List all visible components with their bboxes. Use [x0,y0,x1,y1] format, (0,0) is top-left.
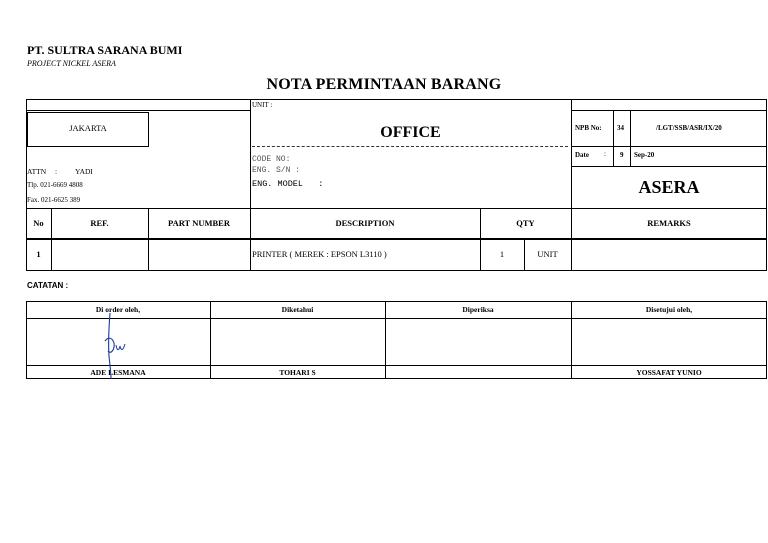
date-separator: : [604,150,606,158]
engine-sn-label: ENG. S/N : [252,166,301,175]
col-header-description: DESCRIPTION [335,218,395,228]
sig-name-ordered-by: ADE LESMANA [90,368,146,377]
sig-header-acknowledged: Diketahui [281,305,314,314]
unit-label: UNIT : [252,101,273,109]
col-header-no: No [33,218,44,228]
location-label: JAKARTA [69,123,107,133]
sig-header-approved-by: Disetujui oleh, [645,305,693,314]
row-no: 1 [36,249,41,259]
col-header-part-number: PART NUMBER [168,218,230,228]
row-qty: 1 [499,249,505,259]
col-header-ref: REF. [90,218,109,228]
npb-label: NPB No: [575,124,602,132]
handwritten-signature [100,311,140,381]
attn-value: YADI [75,167,93,176]
notes-label: CATATAN : [27,281,69,290]
row-description: PRINTER ( MEREK : EPSON L3110 ) [252,249,387,259]
document-title: NOTA PERMINTAAN BARANG [266,76,502,93]
date-day: 9 [620,151,624,159]
col-header-qty: QTY [516,218,535,228]
sig-header-ordered-by: Di order oleh, [95,305,141,314]
sig-name-acknowledged: TOHARI S [279,368,316,377]
fax-number: Fax. 021-6625 389 [27,196,81,204]
project-name: PROJECT NICKEL ASERA [27,59,116,68]
npb-suffix: /LGT/SSB/ASR/IX/20 [656,124,722,132]
sig-name-approved-by: YOSSAFAT YUNIO [636,368,702,377]
npb-number: 34 [617,124,624,132]
date-month: Sep-20 [634,151,655,159]
attn-label: ATTN [27,167,47,176]
unit-value: OFFICE [380,124,441,141]
sig-header-checked: Diperiksa [462,305,494,314]
code-no-label: CODE NO: [252,155,291,164]
attn-separator: : [55,167,58,176]
site-name: ASERA [638,177,700,197]
row-unit: UNIT [537,249,558,259]
phone-number: Tlp. 021-6669 4808 [27,181,83,189]
engine-model-label: ENG. MODEL : [252,179,324,189]
date-label: Date [575,151,589,159]
company-name: PT. SULTRA SARANA BUMI [27,43,183,57]
col-header-remarks: REMARKS [647,218,691,228]
